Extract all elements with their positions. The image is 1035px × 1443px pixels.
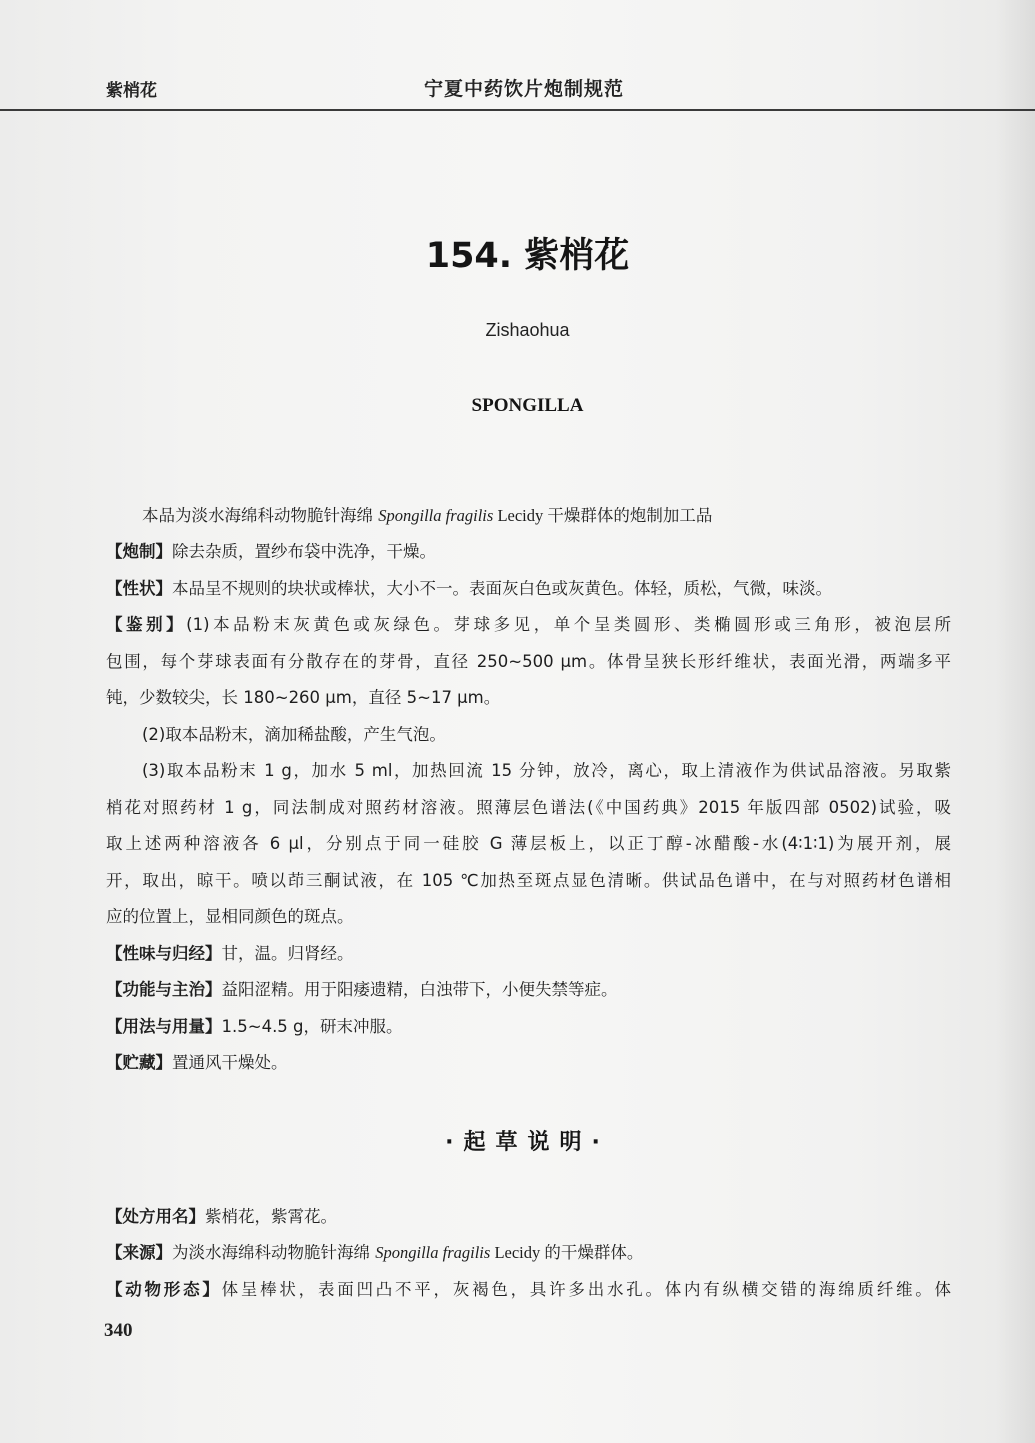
jianbie-item-3-line-3: 取上述两种溶液各 6 μl，分别点于同一硅胶 G 薄层板上，以正丁醇-冰醋酸-水(4∶1∶1)为展开剂，展 [106, 834, 951, 853]
xingzhuang-text: 本品呈不规则的块状或棒状，大小不一。表面灰白色或灰黄色。体轻，质松，气微，味淡。 [172, 579, 832, 598]
xingtai-label: 【动物形态】 [106, 1280, 222, 1299]
jianbie-item-2: (2)取本品粉末，滴加稀盐酸，产生气泡。 [142, 725, 446, 744]
paozhi-label: 【炮制】 [106, 542, 172, 561]
jianbie-text-1: (1)本品粉末灰黄色或灰绿色。芽球多见，单个呈类圆形、类椭圆形或三角形，被泡层所 [186, 615, 951, 634]
zhucang-text: 置通风干燥处。 [172, 1053, 288, 1072]
jianbie-item-3-line-4: 开，取出，晾干。喷以茚三酮试液，在 105 ℃加热至斑点显色清晰。供试品色谱中，在与对照药材色谱相 [106, 871, 951, 890]
laiyuan-text: 为淡水海绵科动物脆针海绵 [172, 1243, 376, 1262]
laiyuan-label: 【来源】 [106, 1243, 172, 1262]
xingwei-label: 【性味与归经】 [106, 944, 222, 963]
jianbie-item-3-line-5: 应的位置上，显相同颜色的斑点。 [106, 907, 354, 926]
laiyuan-species: Spongilla fragilis [375, 1243, 491, 1262]
chufang-label: 【处方用名】 [106, 1207, 205, 1226]
entry-latin-name: SPONGILLA [471, 395, 584, 416]
header-book-title: 宁夏中药饮片炮制规范 [424, 78, 625, 100]
entry-title: 154. 紫梢花 [425, 236, 630, 276]
xingtai-paragraph [106, 1279, 951, 1301]
header-rule [0, 109, 1035, 111]
yongfa-text: 1.5~4.5 g，研末冲服。 [221, 1017, 403, 1036]
page-edge-shadow [995, 0, 1035, 1443]
xingwei-text: 甘，温。归肾经。 [221, 944, 354, 963]
zhucang-paragraph [106, 1052, 951, 1074]
gongneng-label: 【功能与主治】 [106, 980, 222, 999]
jianbie-line-1 [106, 614, 951, 636]
jianbie-line-3: 钝，少数较尖，长 180~260 μm，直径 5~17 μm。 [106, 688, 501, 707]
xingtai-text: 体呈棒状，表面凹凸不平，灰褐色，具许多出水孔。体内有纵横交错的海绵质纤维。体 [221, 1280, 951, 1299]
header-entry-name: 紫梢花 [106, 81, 157, 101]
jianbie-line-2: 包围，每个芽球表面有分散存在的芽骨，直径 250~500 μm。体骨呈狭长形纤维状，表面光滑，两端多平 [106, 652, 951, 671]
entry-pinyin: Zishaohua [485, 320, 570, 340]
running-header [0, 0, 1035, 120]
laiyuan-paragraph [106, 1242, 951, 1264]
zhucang-label: 【贮藏】 [106, 1053, 172, 1072]
section-heading: ·起草说明· [445, 1130, 610, 1155]
xingzhuang-label: 【性状】 [106, 579, 172, 598]
gongneng-text: 益阳涩精。用于阳痿遗精，白浊带下，小便失禁等症。 [221, 980, 618, 999]
yongfa-label: 【用法与用量】 [106, 1017, 222, 1036]
jianbie-label: 【鉴别】 [106, 615, 187, 634]
intro-paragraph [142, 505, 951, 527]
xingzhuang-paragraph [106, 578, 951, 600]
yongfa-paragraph [106, 1016, 951, 1038]
page-number: 340 [104, 1320, 133, 1341]
laiyuan-text-end: Lecidy 的干燥群体。 [490, 1243, 644, 1262]
intro-text: 本品为淡水海绵科动物脆针海绵 [142, 506, 379, 525]
jianbie-item-3-line-1: (3)取本品粉末 1 g，加水 5 ml，加热回流 15 分钟，放冷，离心，取上清液作为供试品溶液。另取紫 [142, 761, 951, 780]
intro-author: Lecidy [493, 506, 548, 525]
jianbie-item-3-line-2: 梢花对照药材 1 g，同法制成对照药材溶液。照薄层色谱法(《中国药典》2015 年版四部 0502)试验，吸 [106, 798, 951, 817]
chufang-paragraph [106, 1206, 951, 1228]
intro-text-end: 干燥群体的炮制加工品 [547, 506, 713, 525]
paozhi-text: 除去杂质，置纱布袋中洗净，干燥。 [172, 542, 436, 561]
gongneng-paragraph [106, 979, 951, 1001]
xingwei-paragraph [106, 943, 951, 965]
paozhi-paragraph [106, 541, 951, 563]
chufang-text: 紫梢花，紫霄花。 [205, 1207, 337, 1226]
intro-species: Spongilla fragilis [378, 506, 494, 525]
